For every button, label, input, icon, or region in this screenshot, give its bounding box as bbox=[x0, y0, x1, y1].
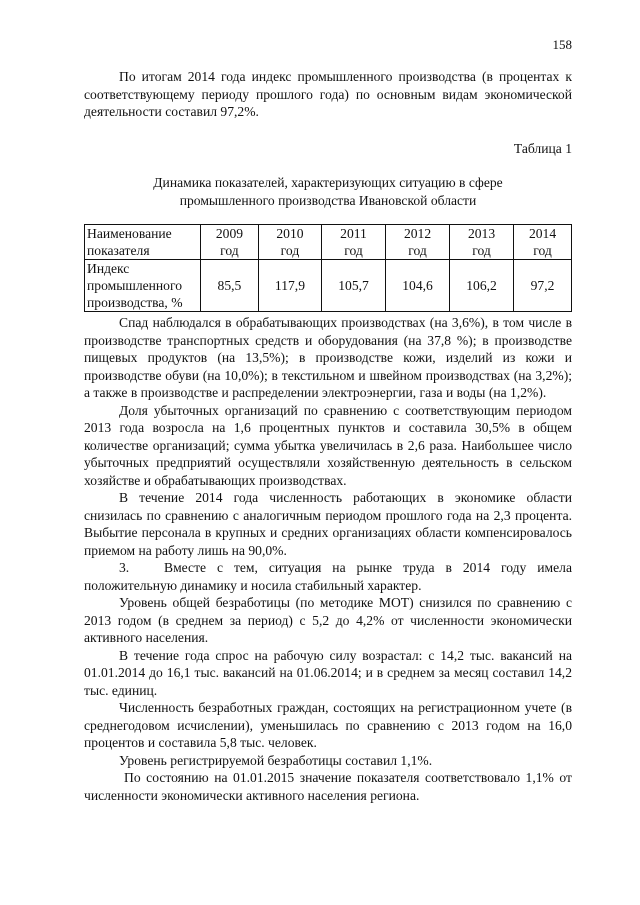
paragraph-labor-demand: В течение года спрос на рабочую силу возрастал: с 14,2 тыс. вакансий на 01.01.2014 до 16,1 тыс. вакансий на 01.06.2014; и в среднем за месяц составил 14,2 тыс. единиц. bbox=[84, 647, 572, 698]
paragraph-unemployment-ilo: Уровень общей безработицы (по методике МОТ) снизился по сравнению с 2013 годом (в среднем за период) с 5,2 до 4,2% от численности экономически активного населения. bbox=[84, 595, 572, 645]
table-cell: 85,5 bbox=[201, 260, 259, 312]
paragraph-labor-market bbox=[84, 559, 572, 594]
table-cell: 106,2 bbox=[450, 260, 514, 312]
body-text bbox=[84, 314, 572, 804]
paragraph-status-2015: По состоянию на 01.01.2015 значение показателя соответствовало 1,1% от численности экономически активного населения региона. bbox=[84, 770, 572, 803]
indicators-table bbox=[84, 224, 572, 312]
header-year: 2012 год bbox=[386, 225, 450, 260]
row-label: Индекс промышленного производства, % bbox=[85, 260, 201, 312]
header-year: 2014 год bbox=[514, 225, 572, 260]
table-cell: 105,7 bbox=[322, 260, 386, 312]
paragraph-loss-making: Доля убыточных организаций по сравнению с соответствующим периодом 2013 года возросла на 1,6 процентных пунктов и составила 30,5% в общем количестве организаций; сумма убытка увеличилась в 2,6 раза. Наибольшее число убыточных предприятий осуществляли хозяйственную деятельность в сельском хозяйстве и обрабатывающих производствах. bbox=[84, 402, 572, 488]
table-cell: 117,9 bbox=[258, 260, 321, 312]
table-header-row bbox=[85, 225, 572, 260]
table-cell: 104,6 bbox=[386, 260, 450, 312]
header-indicator-name: Наименование показателя bbox=[85, 225, 201, 260]
intro-section bbox=[84, 68, 572, 121]
intro-paragraph: По итогам 2014 года индекс промышленного производства (в процентах к соответствующему периоду прошлого года) по основным видам экономической деятельности составил 97,2%. bbox=[84, 69, 572, 119]
paragraph-labor-market-text: Вместе с тем, ситуация на рынке труда в 2014 году имела положительную динамику и носила стабильный характер. bbox=[84, 560, 572, 593]
table-title-line-1: Динамика показателей, характеризующих ситуацию в сфере bbox=[153, 175, 503, 190]
page-number: 158 bbox=[552, 37, 572, 52]
paragraph-registered-unemployed: Численность безработных граждан, состоящих на регистрационном учете (в среднегодовом исчислении), уменьшилась по сравнению с 2013 годом на 16,0 процентов и составила 5,8 тыс. человек. bbox=[84, 700, 572, 750]
table-label: Таблица 1 bbox=[513, 141, 572, 156]
table-title bbox=[84, 174, 572, 209]
paragraph-registered-rate: Уровень регистрируемой безработицы составил 1,1%. bbox=[119, 752, 433, 768]
table-title-line-2: промышленного производства Ивановской области bbox=[179, 192, 477, 208]
list-marker: 3. bbox=[119, 560, 130, 575]
table-cell: 97,2 bbox=[514, 260, 572, 312]
header-year: 2010 год bbox=[258, 225, 321, 260]
paragraph-employment: В течение 2014 года численность работающих в экономике области снизилась по сравнению с аналогичным периодом прошлого года на 2,3 процента. Выбытие персонала в крупных и средних организациях области компенсировалось приемом на работу лишь на 90,0%. bbox=[84, 490, 572, 558]
table-row bbox=[85, 260, 572, 312]
header-year: 2011 год bbox=[322, 225, 386, 260]
header-year: 2013 год bbox=[450, 225, 514, 260]
paragraph-decline: Спад наблюдался в обрабатывающих производствах (на 3,6%), в том числе в производстве транспортных средств и оборудования (на 37,8 %); в производстве пищевых продуктов (на 13,5%); в производстве кожи, изделий из кожи и производстве обуви (на 10,0%); в текстильном и швейном производствах (на 3,2%); а также в производстве и распределении электроэнергии, газа и воды (на 1,2%). bbox=[84, 315, 572, 400]
header-year: 2009 год bbox=[201, 225, 259, 260]
